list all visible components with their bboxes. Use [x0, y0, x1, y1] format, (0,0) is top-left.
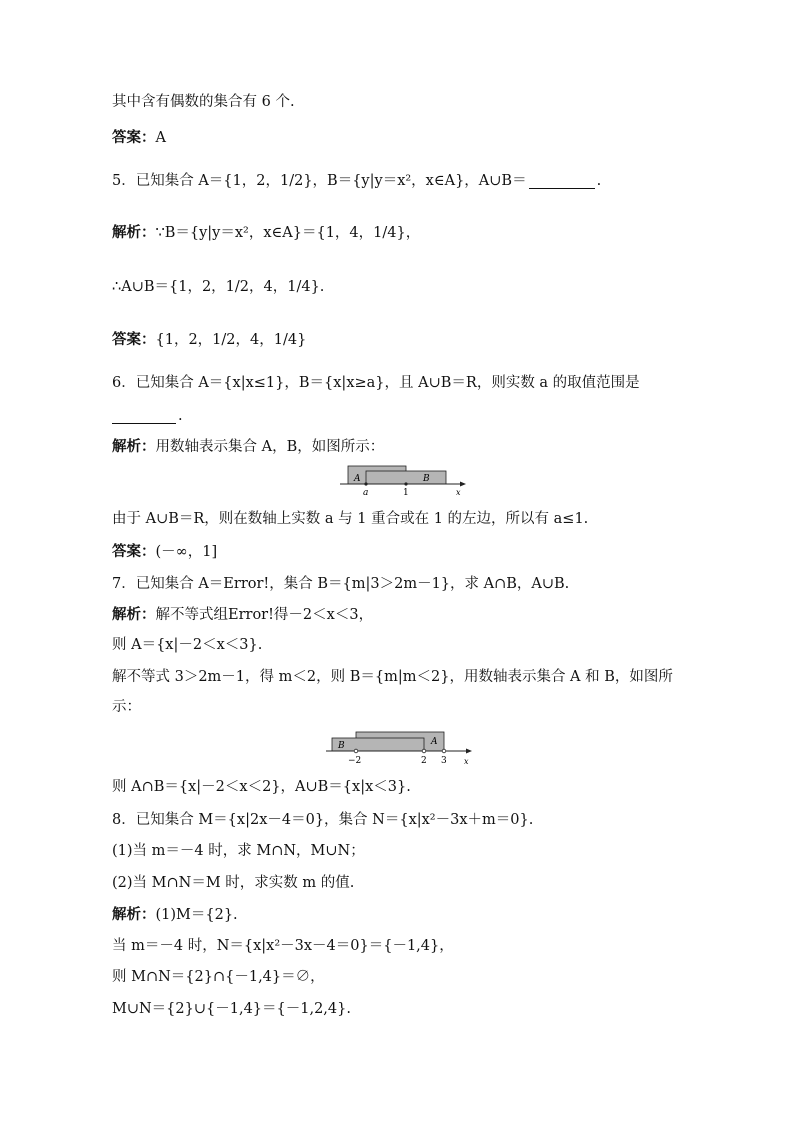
- answer-line: [112, 127, 166, 149]
- label-prefix: 答案：: [112, 331, 156, 348]
- solution-line: [112, 604, 373, 626]
- answer-blank: [112, 409, 176, 424]
- question-6-blank-line: [112, 405, 183, 427]
- line-text: 7．已知集合 A＝Error!，集合 B＝{m|3＞2m－1}，求 A∩B，A∪B.: [112, 576, 570, 592]
- label-prefix: 答案：: [112, 129, 156, 146]
- solution-line: [112, 966, 325, 988]
- number-line-figure-1: [340, 462, 468, 498]
- label-body: (1)M＝{2}.: [155, 907, 238, 923]
- line-text: 则 A∩B＝{x|－2＜x＜2}，A∪B＝{x|x＜3}.: [112, 779, 411, 795]
- line-text: 示：: [112, 699, 141, 715]
- solution-line: [112, 904, 238, 926]
- answer-line: [112, 541, 217, 563]
- label-prefix: 答案：: [112, 543, 156, 560]
- label-b-set: B: [423, 474, 430, 484]
- solution-line: [112, 436, 384, 458]
- axis-arrow: [466, 749, 472, 754]
- point-3: [442, 749, 446, 753]
- label-body: ∵B＝{y|y＝x²，x∈A}＝{1，4，1/4}，: [155, 225, 421, 241]
- line-text: [112, 437, 384, 457]
- solution-line: [112, 935, 454, 957]
- tick-label-1: 1: [403, 488, 409, 498]
- line-text: 6．已知集合 A＝{x|x≤1}，B＝{x|x≥a}，且 A∪B＝R，则实数 a 的取值范围是: [112, 375, 640, 391]
- label-prefix: 解析：: [112, 438, 156, 455]
- number-line-figure-2: [326, 729, 474, 767]
- line-text: 解不等式 3＞2m－1，得 m＜2，则 B＝{m|m＜2}，用数轴表示集合 A 和 B，如图所: [112, 669, 673, 685]
- line-text: [112, 223, 420, 243]
- solution-line: [112, 508, 588, 530]
- set-b-region: [332, 738, 424, 751]
- label-body: A: [155, 130, 166, 146]
- line-tail: .: [178, 408, 183, 424]
- question-7: [112, 573, 569, 595]
- question-8-part-2: [112, 872, 354, 894]
- line-text: 5．已知集合 A＝{1，2，1/2}，B＝{y|y＝x²，x∈A}，A∪B＝: [112, 173, 527, 189]
- line-text: [112, 128, 166, 148]
- set-b-region: [366, 471, 446, 484]
- line-text: 则 A＝{x|－2＜x＜3}.: [112, 637, 263, 653]
- line-text: 8．已知集合 M＝{x|2x－4＝0}，集合 N＝{x|x²－3x＋m＝0}.: [112, 812, 534, 828]
- label-body: 解不等式组Error!得－2＜x＜3，: [155, 607, 374, 623]
- label-body: {1，2，1/2，4，1/4}: [155, 332, 307, 348]
- line-text: M∪N＝{2}∪{－1,4}＝{－1,2,4}.: [112, 1001, 351, 1017]
- label-a-set: A: [431, 737, 438, 747]
- question-8: [112, 809, 533, 831]
- line-text: 当 m＝－4 时，N＝{x|x²－3x－4＝0}＝{－1,4}，: [112, 938, 454, 954]
- solution-line: [112, 222, 420, 244]
- axis-label-x: x: [464, 757, 469, 766]
- text-line: [112, 91, 295, 113]
- line-text: [112, 605, 373, 625]
- tick-label-2: 2: [421, 756, 427, 766]
- line-text: (2)当 M∩N＝M 时，求实数 m 的值.: [112, 875, 355, 891]
- axis-label-x: x: [456, 488, 461, 497]
- question-8-part-1: [112, 840, 365, 862]
- point-2: [422, 749, 426, 753]
- point-1: [404, 482, 407, 485]
- line-text: 由于 A∪B＝R，则在数轴上实数 a 与 1 重合或在 1 的左边，所以有 a≤1.: [112, 511, 589, 527]
- question-5: [112, 170, 601, 192]
- line-tail: .: [596, 173, 602, 189]
- tick-label-minus-2: −2: [348, 756, 362, 766]
- label-prefix: 解析：: [112, 906, 156, 923]
- solution-line: [112, 634, 262, 656]
- line-text: [112, 330, 306, 350]
- question-6: [112, 372, 640, 394]
- line-text: [112, 542, 217, 562]
- line-text: ∴A∪B＝{1，2，1/2，4，1/4}.: [112, 279, 325, 295]
- answer-blank: [529, 174, 595, 189]
- axis-arrow: [460, 482, 466, 487]
- label-prefix: 解析：: [112, 606, 156, 623]
- tick-label-a: a: [363, 488, 369, 498]
- solution-line: [112, 276, 324, 298]
- answer-line: [112, 329, 306, 351]
- line-text: 则 M∩N＝{2}∩{－1,4}＝∅，: [112, 969, 325, 985]
- tick-label-3: 3: [441, 756, 447, 766]
- label-a-set: A: [354, 474, 361, 484]
- label-b-set: B: [338, 741, 345, 751]
- point-a: [364, 482, 367, 485]
- line-text: (1)当 m＝－4 时，求 M∩N，M∪N；: [112, 843, 365, 859]
- solution-line: [112, 998, 351, 1020]
- label-body: (－∞，1]: [155, 544, 218, 560]
- solution-line: [112, 696, 141, 718]
- label-body: 用数轴表示集合 A，B，如图所示：: [155, 439, 385, 455]
- solution-line: [112, 776, 411, 798]
- line-text: [112, 905, 238, 925]
- point-minus-2: [354, 749, 358, 753]
- line-text: 其中含有偶数的集合有 6 个.: [112, 94, 295, 110]
- label-prefix: 解析：: [112, 224, 156, 241]
- solution-line: [112, 666, 673, 688]
